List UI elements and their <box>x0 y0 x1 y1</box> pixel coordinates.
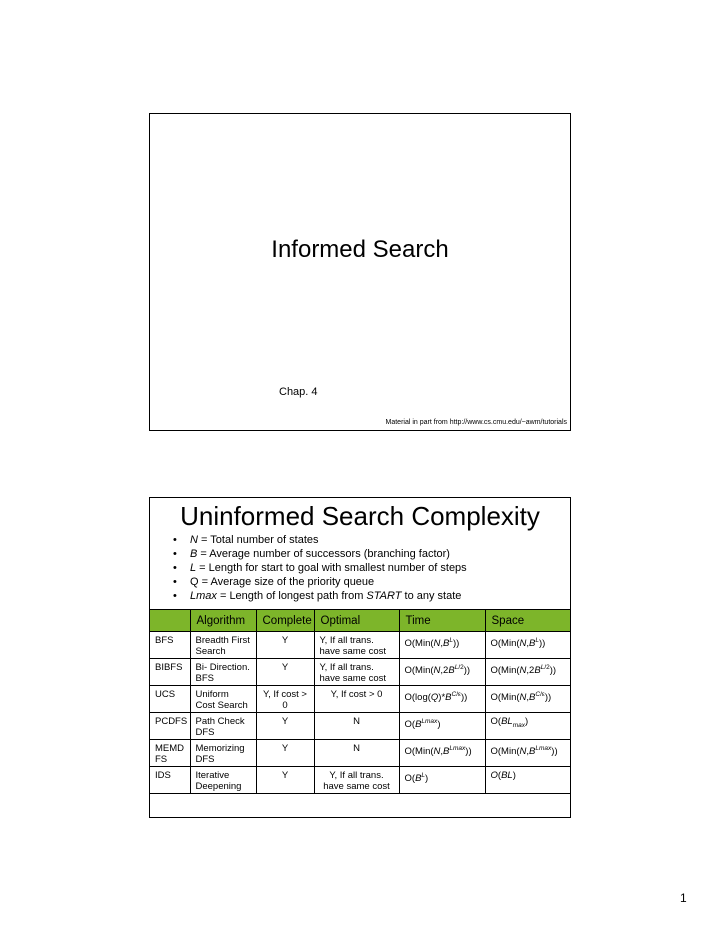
cell-abbr: PCDFS <box>150 713 190 740</box>
table-row <box>150 713 570 740</box>
bullet-item: • L = Length for start to goal with smallest number of steps <box>173 562 467 574</box>
header-cell: Time <box>399 610 485 632</box>
table-row <box>150 686 570 713</box>
cell-optimal: Y, If all trans. have same cost <box>314 767 399 794</box>
table-row <box>150 740 570 767</box>
header-cell: Complete <box>256 610 314 632</box>
cell-abbr: UCS <box>150 686 190 713</box>
table-row <box>150 632 570 659</box>
slide-informed-search <box>149 113 571 431</box>
slide-subtitle: Chap. 4 <box>279 386 318 398</box>
cell-abbr: BIBFS <box>150 659 190 686</box>
table-row <box>150 659 570 686</box>
bullet-item: • B = Average number of successors (branching factor) <box>173 548 450 560</box>
cell-abbr: IDS <box>150 767 190 794</box>
page-number: 1 <box>680 891 687 905</box>
header-cell: Algorithm <box>190 610 256 632</box>
cell-time: $O(B^L)$ <box>399 767 485 794</box>
cell-time: $O(\log(Q)*B^{C/\varepsilon})$) <box>399 686 485 713</box>
slide-title: Informed Search <box>271 236 449 263</box>
cell-optimal: N <box>314 713 399 740</box>
header-cell: Space <box>485 610 570 632</box>
cell-space: $O(BL_{max})$ <box>485 713 570 740</box>
cell-name: Uniform Cost Search <box>190 686 256 713</box>
cell-name: Bi- Direction. BFS <box>190 659 256 686</box>
header-cell: Optimal <box>314 610 399 632</box>
header-cell <box>150 610 190 632</box>
cell-name: Iterative Deepening <box>190 767 256 794</box>
complexity-table <box>150 609 570 794</box>
cell-optimal: N <box>314 740 399 767</box>
cell-complete: Y <box>256 713 314 740</box>
cell-space: $O(Min(N,2B^{L/2}))$ <box>485 659 570 686</box>
cell-time: $O(Min(N,2B^{L/2}))$ <box>399 659 485 686</box>
cell-abbr: MEMDFS <box>150 740 190 767</box>
cell-time: $O(Min(N,B^{Lmax}))$ <box>399 740 485 767</box>
cell-optimal: Y, If all trans. have same cost <box>314 632 399 659</box>
cell-complete: Y <box>256 767 314 794</box>
cell-space: $O(Min(N,B^L))$ <box>485 632 570 659</box>
bullet-list <box>170 533 467 603</box>
table-row <box>150 767 570 794</box>
cell-space: $O(Min(N,B^{Lmax}))$ <box>485 740 570 767</box>
cell-name: Memorizing DFS <box>190 740 256 767</box>
cell-name: Path Check DFS <box>190 713 256 740</box>
cell-abbr: BFS <box>150 632 190 659</box>
cell-complete: Y <box>256 740 314 767</box>
bullet-item: • N = Total number of states <box>173 534 319 546</box>
cell-time: $O(Min(N,B^L))$ <box>399 632 485 659</box>
cell-time: $O(B^{Lmax})$ <box>399 713 485 740</box>
table-header-row <box>150 610 570 632</box>
cell-optimal: Y, If all trans. have same cost <box>314 659 399 686</box>
cell-space: $O(Min(N,B^{C/\varepsilon}))$ <box>485 686 570 713</box>
cell-name: Breadth First Search <box>190 632 256 659</box>
bullet-item: • Q = Average size of the priority queue <box>173 576 375 588</box>
slide-title: Uninformed Search Complexity <box>180 501 540 531</box>
cell-complete: Y <box>256 659 314 686</box>
slide-uninformed-complexity <box>149 497 571 818</box>
bullet-item: • Lmax = Length of longest path from START to any state <box>173 590 462 602</box>
cell-space: O(BL) <box>485 767 570 794</box>
cell-complete: Y <box>256 632 314 659</box>
cell-optimal: Y, If cost > 0 <box>314 686 399 713</box>
cell-complete: Y, If cost > 0 <box>256 686 314 713</box>
credit-note: Material in part from http://www.cs.cmu.edu/~awm/tutorials <box>385 419 567 426</box>
